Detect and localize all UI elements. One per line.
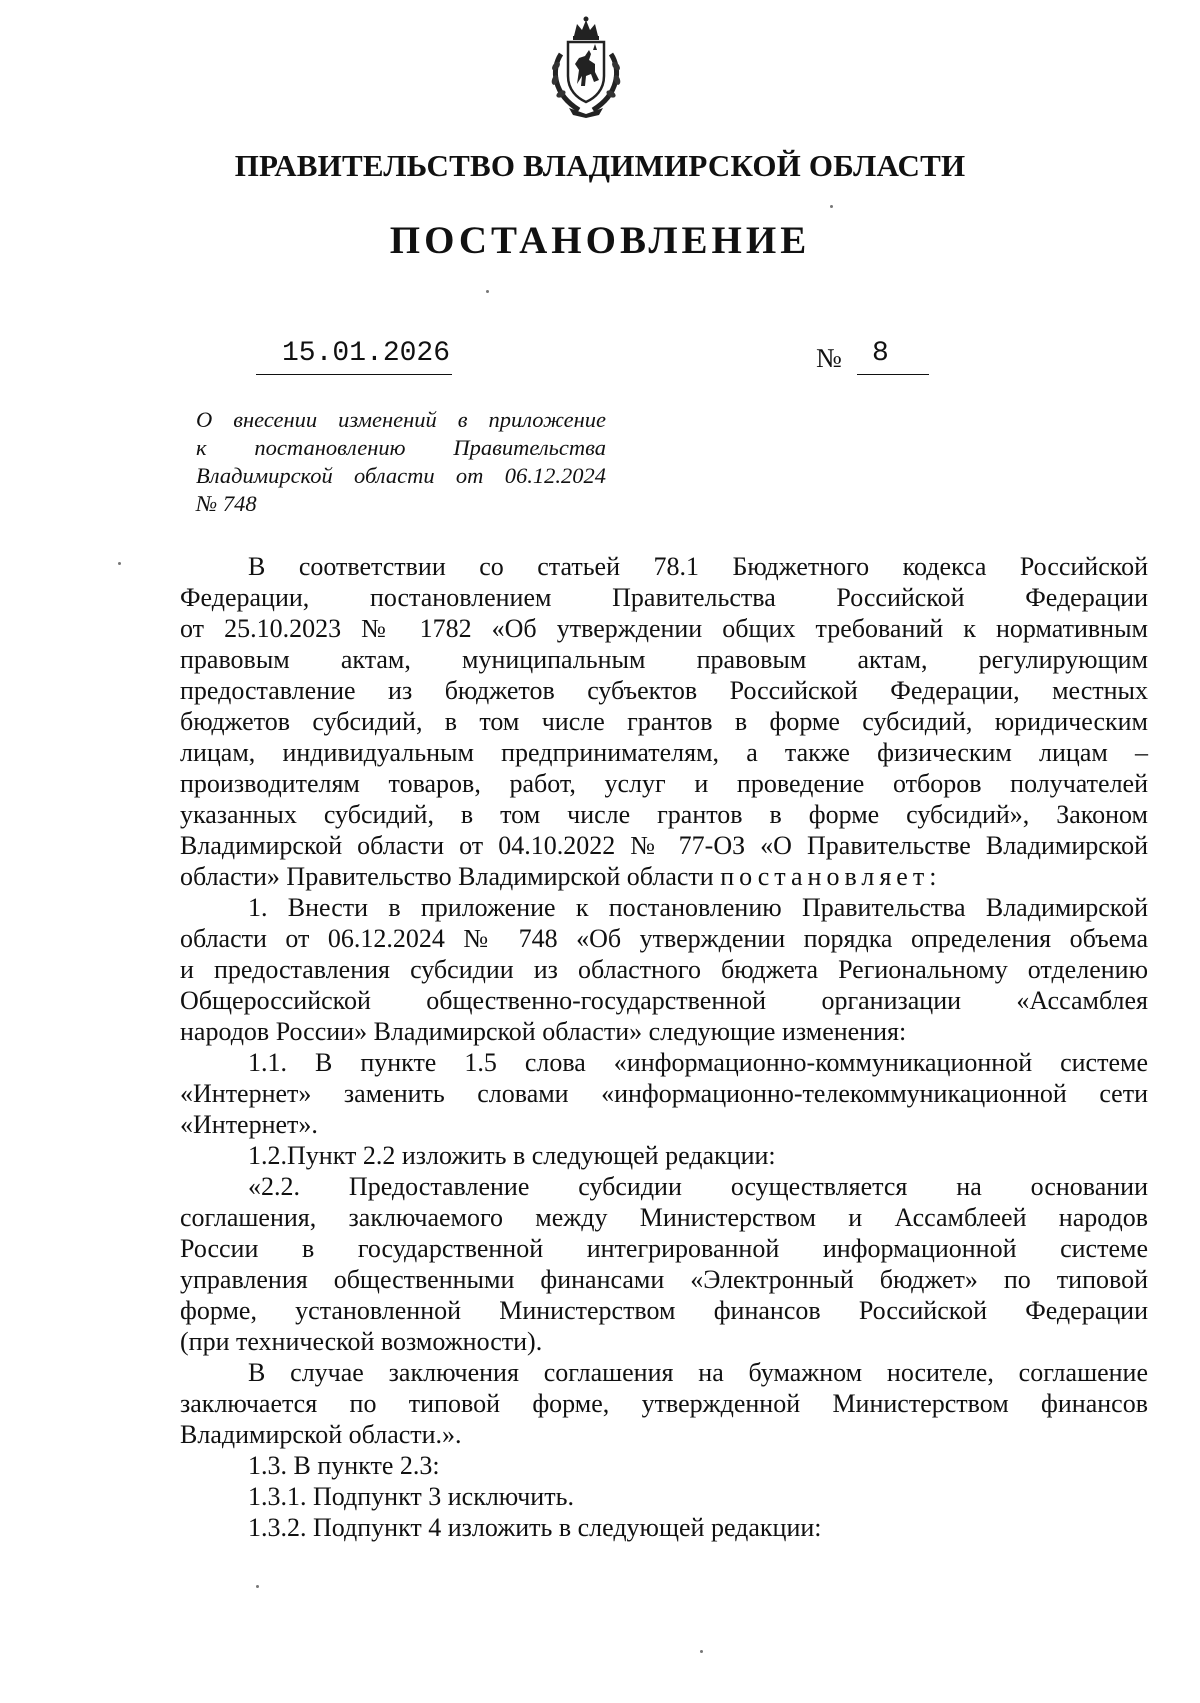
decree-word: постановляет: <box>720 862 942 891</box>
paper-case-paragraph <box>180 1357 1148 1450</box>
text-line: заключается по типовой форме, утвержденной Министерством финансов <box>180 1389 1148 1418</box>
text-line: России в государственной интегрированной информационной системе <box>180 1234 1148 1263</box>
text-line: правовым актам, муниципальным правовым актам, регулирующим <box>180 645 1148 674</box>
subject-line: Владимирской области от 06.12.2024 <box>196 463 606 488</box>
text-line: 1. Внести в приложение к постановлению Правительства Владимирской <box>248 893 1148 922</box>
text-line: указанных субсидий, в том числе грантов в форме субсидий», Законом <box>180 800 1148 829</box>
text-line: (при технической возможности). <box>180 1327 543 1356</box>
text-line: 1.3.1. Подпункт 3 исключить. <box>248 1482 574 1511</box>
text-line: В соответствии со статьей 78.1 Бюджетного кодекса Российской <box>248 552 1148 581</box>
text-line: народов России» Владимирской области» следующие изменения: <box>180 1017 907 1046</box>
document-subject <box>196 406 606 518</box>
item-1-2 <box>180 1140 1148 1171</box>
text-line: 1.3.2. Подпункт 4 изложить в следующей редакции: <box>248 1513 822 1542</box>
subject-line: к постановлению Правительства <box>196 435 606 460</box>
text-line: бюджетов субсидий, в том числе грантов в форме субсидий, юридическим <box>180 707 1148 736</box>
organization-title: ПРАВИТЕЛЬСТВО ВЛАДИМИРСКОЙ ОБЛАСТИ <box>234 148 966 183</box>
text-line: от 25.10.2023 № 1782 «Об утверждении общих требований к нормативным <box>180 614 1148 643</box>
coat-of-arms-emblem <box>539 14 633 118</box>
subject-line: О внесении изменений в приложение <box>196 407 606 432</box>
item-1-3-1 <box>180 1481 1148 1512</box>
text-line: В случае заключения соглашения на бумажном носителе, соглашение <box>248 1358 1148 1387</box>
text-line: Федерации, постановлением Правительства Российской Федерации <box>180 583 1148 612</box>
scan-speck <box>486 290 489 293</box>
text-line: форме, установленной Министерством финансов Российской Федерации <box>180 1296 1148 1325</box>
text-line: и предоставления субсидии из областного бюджета Региональному отделению <box>180 955 1148 984</box>
subject-line: № 748 <box>196 491 257 516</box>
text-line: области от 06.12.2024 № 748 «Об утверждении порядка определения объема <box>180 924 1148 953</box>
clause-2-2 <box>180 1171 1148 1357</box>
scan-speck <box>700 1650 703 1653</box>
document-number-field <box>857 338 929 375</box>
text-line: соглашения, заключаемого между Министерством и Ассамблеей народов <box>180 1203 1148 1232</box>
text-line: «2.2. Предоставление субсидии осуществляется на основании <box>248 1172 1148 1201</box>
item-1-1 <box>180 1047 1148 1140</box>
scan-speck <box>256 1585 259 1588</box>
document-number: 8 <box>872 338 889 369</box>
scan-speck <box>118 562 121 565</box>
text-line: 1.2.Пункт 2.2 изложить в следующей редакции: <box>248 1141 776 1170</box>
text-line: производителям товаров, работ, услуг и проведение отборов получателей <box>180 769 1148 798</box>
text-line: 1.3. В пункте 2.3: <box>248 1451 440 1480</box>
document-date: 15.01.2026 <box>282 338 451 369</box>
document-body <box>180 551 1148 1543</box>
item-1-3-2 <box>180 1512 1148 1543</box>
text-line <box>180 861 1148 892</box>
preamble-closing: области» Правительство Владимирской области <box>180 862 714 891</box>
document-date-field <box>256 338 452 375</box>
text-line: «Интернет». <box>180 1110 318 1139</box>
text-line: предоставление из бюджетов субъектов Российской Федерации, местных <box>180 676 1148 705</box>
text-line: управления общественными финансами «Электронный бюджет» по типовой <box>180 1265 1148 1294</box>
item-1 <box>180 892 1148 1047</box>
number-label: № <box>816 343 842 373</box>
text-line: Владимирской области.». <box>180 1420 462 1449</box>
preamble-paragraph <box>180 551 1148 892</box>
item-1-3 <box>180 1450 1148 1481</box>
scan-speck <box>830 205 833 208</box>
text-line: «Интернет» заменить словами «информационно-телекоммуникационной сети <box>180 1079 1148 1108</box>
document-type-heading: ПОСТАНОВЛЕНИЕ <box>389 219 811 262</box>
text-line: лицам, индивидуальным предпринимателям, а также физическим лицам – <box>180 738 1148 767</box>
text-line: 1.1. В пункте 1.5 слова «информационно-коммуникационной системе <box>248 1048 1148 1077</box>
text-line: Владимирской области от 04.10.2022 № 77-ОЗ «О Правительстве Владимирской <box>180 831 1148 860</box>
text-line: Общероссийской общественно-государственной организации «Ассамблея <box>180 986 1148 1015</box>
